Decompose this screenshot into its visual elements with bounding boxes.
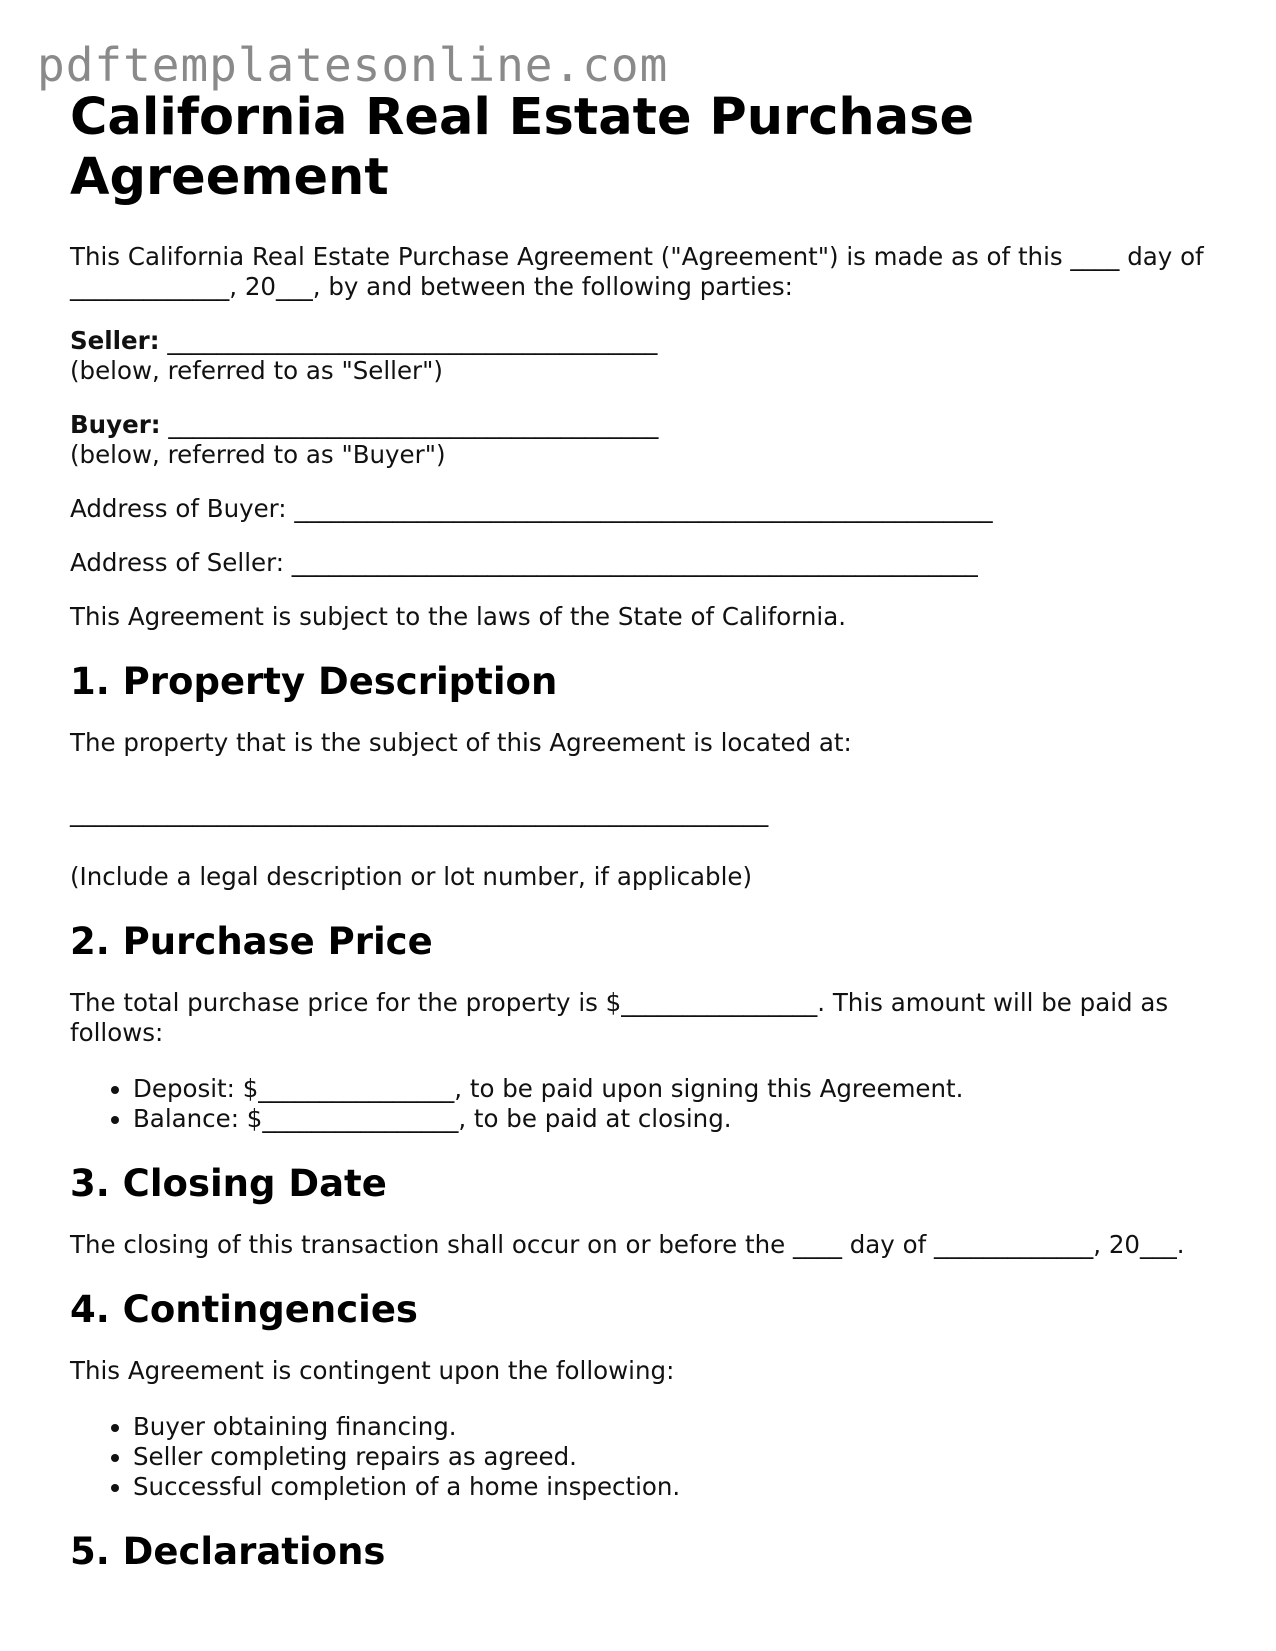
governing-law: This Agreement is subject to the laws of the State of California. [70, 602, 847, 631]
closing-text: The closing of this transaction shall occur on or before the ____ day of _____________, 20___. [70, 1230, 1185, 1259]
section-property-heading: 1. Property Description [70, 660, 558, 703]
buyer-label: Buyer: [70, 410, 161, 439]
section-declarations-heading: 5. Declarations [70, 1530, 386, 1573]
list-item: • Seller completing repairs as agreed. [133, 1442, 1220, 1472]
seller-block [70, 326, 1220, 386]
contingencies-text: This Agreement is contingent upon the following: [70, 1356, 675, 1385]
list-item: • Deposit: $________________, to be paid upon signing this Agreement. [133, 1074, 1220, 1104]
section-closing-heading: 3. Closing Date [70, 1162, 387, 1205]
section-contingencies-heading: 4. Contingencies [70, 1288, 418, 1331]
seller-name-field[interactable]: ________________________________________ [159, 326, 658, 355]
buyer-block [70, 410, 1220, 470]
property-note: (Include a legal description or lot number, if applicable) [70, 862, 753, 891]
list-item: • Buyer obtaining financing. [133, 1412, 1220, 1442]
section-price-heading: 2. Purchase Price [70, 920, 433, 963]
buyer-address-line[interactable]: Address of Buyer: _________________________________________________________ [70, 494, 993, 523]
buyer-note: (below, referred to as "Buyer") [70, 440, 446, 469]
watermark: pdftemplatesonline.com [37, 38, 669, 92]
property-text: The property that is the subject of this Agreement is located at: [70, 728, 852, 757]
contingencies-list [70, 1412, 1220, 1502]
seller-address-line[interactable]: Address of Seller: ________________________________________________________ [70, 548, 978, 577]
buyer-name-field[interactable]: ________________________________________ [160, 410, 659, 439]
document-page [70, 88, 1220, 1574]
payment-list [70, 1074, 1220, 1134]
seller-note: (below, referred to as "Seller") [70, 356, 443, 385]
list-item: • Successful completion of a home inspection. [133, 1472, 1220, 1502]
document-title: California Real Estate Purchase Agreement [70, 88, 975, 207]
intro-paragraph: This California Real Estate Purchase Agreement ("Agreement") is made as of this ____ day of _____________, 20___, by and between the following parties: [70, 242, 1204, 301]
property-address-field[interactable]: _________________________________________________________ [70, 798, 769, 827]
price-text: The total purchase price for the property is $________________. This amount will be paid as follows: [70, 988, 1169, 1047]
seller-label: Seller: [70, 326, 160, 355]
list-item: • Balance: $________________, to be paid at closing. [133, 1104, 1220, 1134]
